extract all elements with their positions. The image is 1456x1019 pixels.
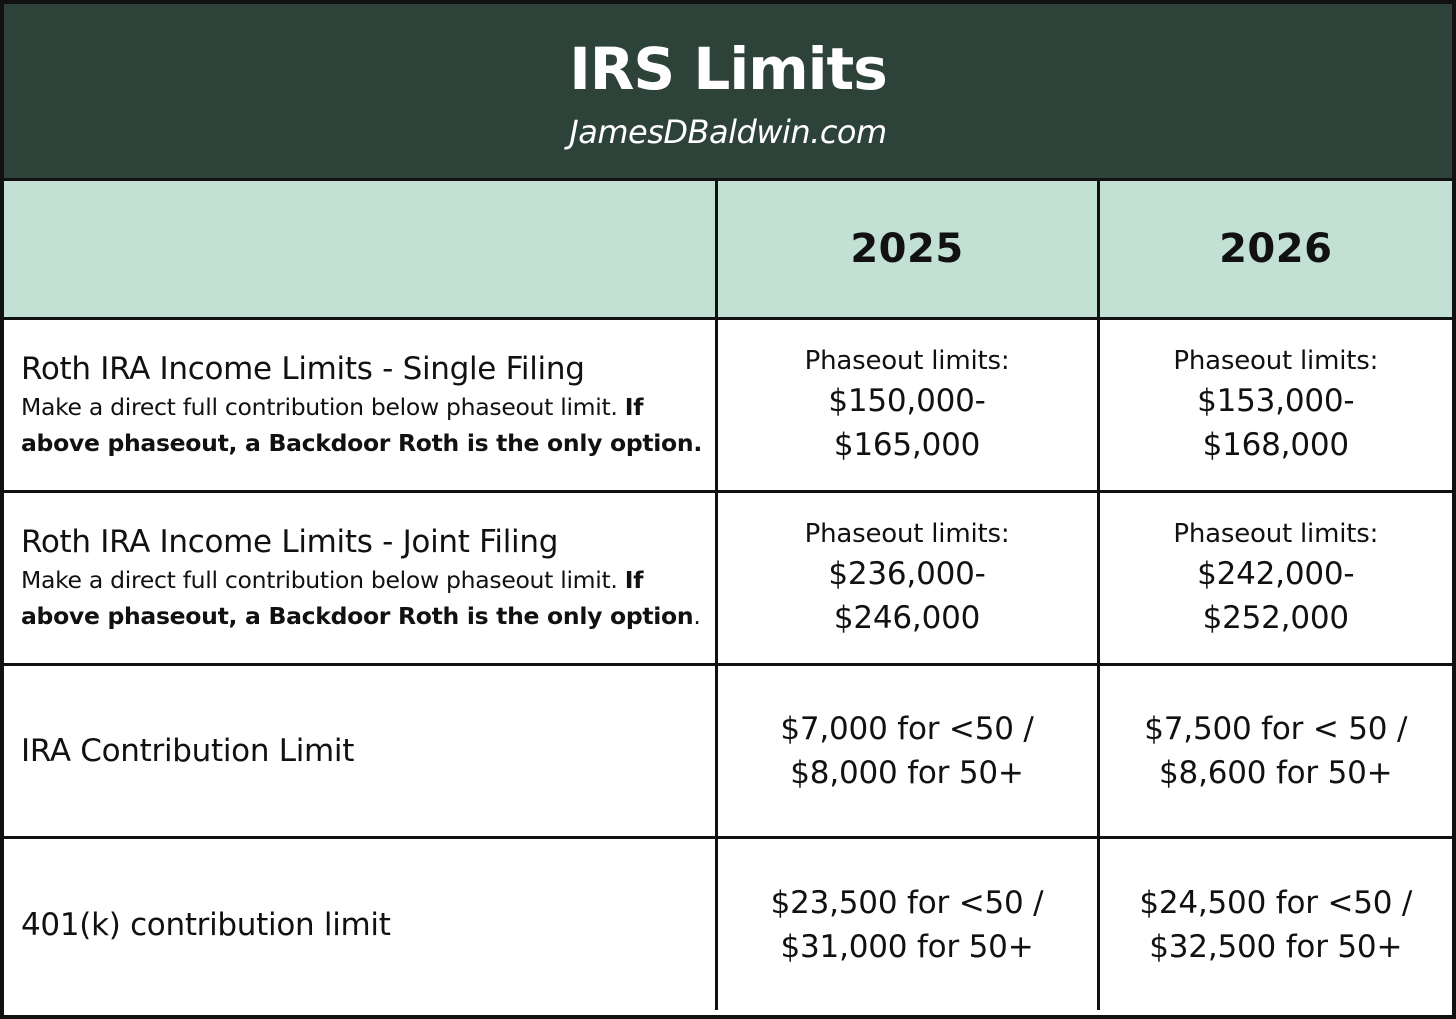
value-cell-2025 — [716, 665, 1098, 838]
value-line-2: $8,600 for 50+ — [1159, 755, 1393, 791]
value-line-2: $32,500 for 50+ — [1149, 928, 1403, 965]
value-line-1: $7,500 for < 50 / — [1144, 711, 1408, 747]
value-cell-2025 — [716, 838, 1098, 1011]
row-title: Roth IRA Income Limits - Single Filing — [21, 351, 585, 387]
value-caption: Phaseout limits: — [804, 519, 1010, 549]
column-header-row — [4, 180, 1452, 319]
value-line-2: $8,000 for 50+ — [790, 755, 1024, 791]
row-title: IRA Contribution Limit — [21, 733, 355, 769]
site-name: JamesDBaldwin.com — [569, 113, 887, 151]
value-cell-2026 — [1098, 319, 1452, 492]
value-cell-2025 — [716, 492, 1098, 665]
table-row-ira-contribution — [4, 665, 1452, 838]
year-2025-column-header: 2025 — [716, 180, 1098, 319]
table-row-401k-contribution — [4, 838, 1452, 1011]
value-line-2: $168,000 — [1202, 427, 1349, 463]
page-title: IRS Limits — [569, 35, 887, 103]
row-note-bold: If above phaseout, a Backdoor Roth is the only option. — [21, 393, 702, 457]
table-row-roth-joint — [4, 492, 1452, 665]
value-line-1: $7,000 for <50 / — [780, 711, 1034, 747]
row-note — [21, 389, 703, 461]
value-caption: Phaseout limits: — [1173, 519, 1379, 549]
value-cell-2026 — [1098, 838, 1452, 1011]
row-note — [21, 562, 703, 634]
value-line-1: $236,000- — [828, 556, 986, 592]
row-label-cell — [4, 319, 716, 492]
row-label-cell — [4, 492, 716, 665]
table-row-roth-single — [4, 319, 1452, 492]
value-caption: Phaseout limits: — [1173, 346, 1379, 376]
label-column-header — [4, 180, 716, 319]
value-line-2: $31,000 for 50+ — [780, 928, 1034, 965]
value-line-1: $23,500 for <50 / — [770, 884, 1044, 921]
value-line-2: $246,000 — [833, 600, 981, 636]
row-title: Roth IRA Income Limits - Joint Filing — [21, 524, 559, 560]
limits-table — [4, 178, 1452, 1010]
row-label-cell — [4, 838, 716, 1011]
value-line-1: $153,000- — [1197, 383, 1355, 419]
row-note-plain: Make a direct full contribution below phaseout limit. — [21, 566, 625, 594]
value-line-2: $165,000 — [833, 427, 981, 463]
value-line-1: $24,500 for <50 / — [1139, 884, 1413, 921]
row-note-plain: Make a direct full contribution below phaseout limit. — [21, 393, 625, 421]
title-banner — [4, 4, 1452, 178]
value-cell-2026 — [1098, 665, 1452, 838]
row-note-bold: If above phaseout, a Backdoor Roth is the only option — [21, 566, 694, 630]
value-line-1: $242,000- — [1197, 556, 1355, 592]
value-cell-2026 — [1098, 492, 1452, 665]
value-caption: Phaseout limits: — [804, 346, 1010, 376]
row-label-cell — [4, 665, 716, 838]
value-line-2: $252,000 — [1202, 600, 1349, 636]
row-title: 401(k) contribution limit — [21, 906, 391, 943]
row-note-tail: . — [693, 602, 701, 630]
value-line-1: $150,000- — [828, 383, 986, 419]
value-cell-2025 — [716, 319, 1098, 492]
year-2026-column-header: 2026 — [1098, 180, 1452, 319]
